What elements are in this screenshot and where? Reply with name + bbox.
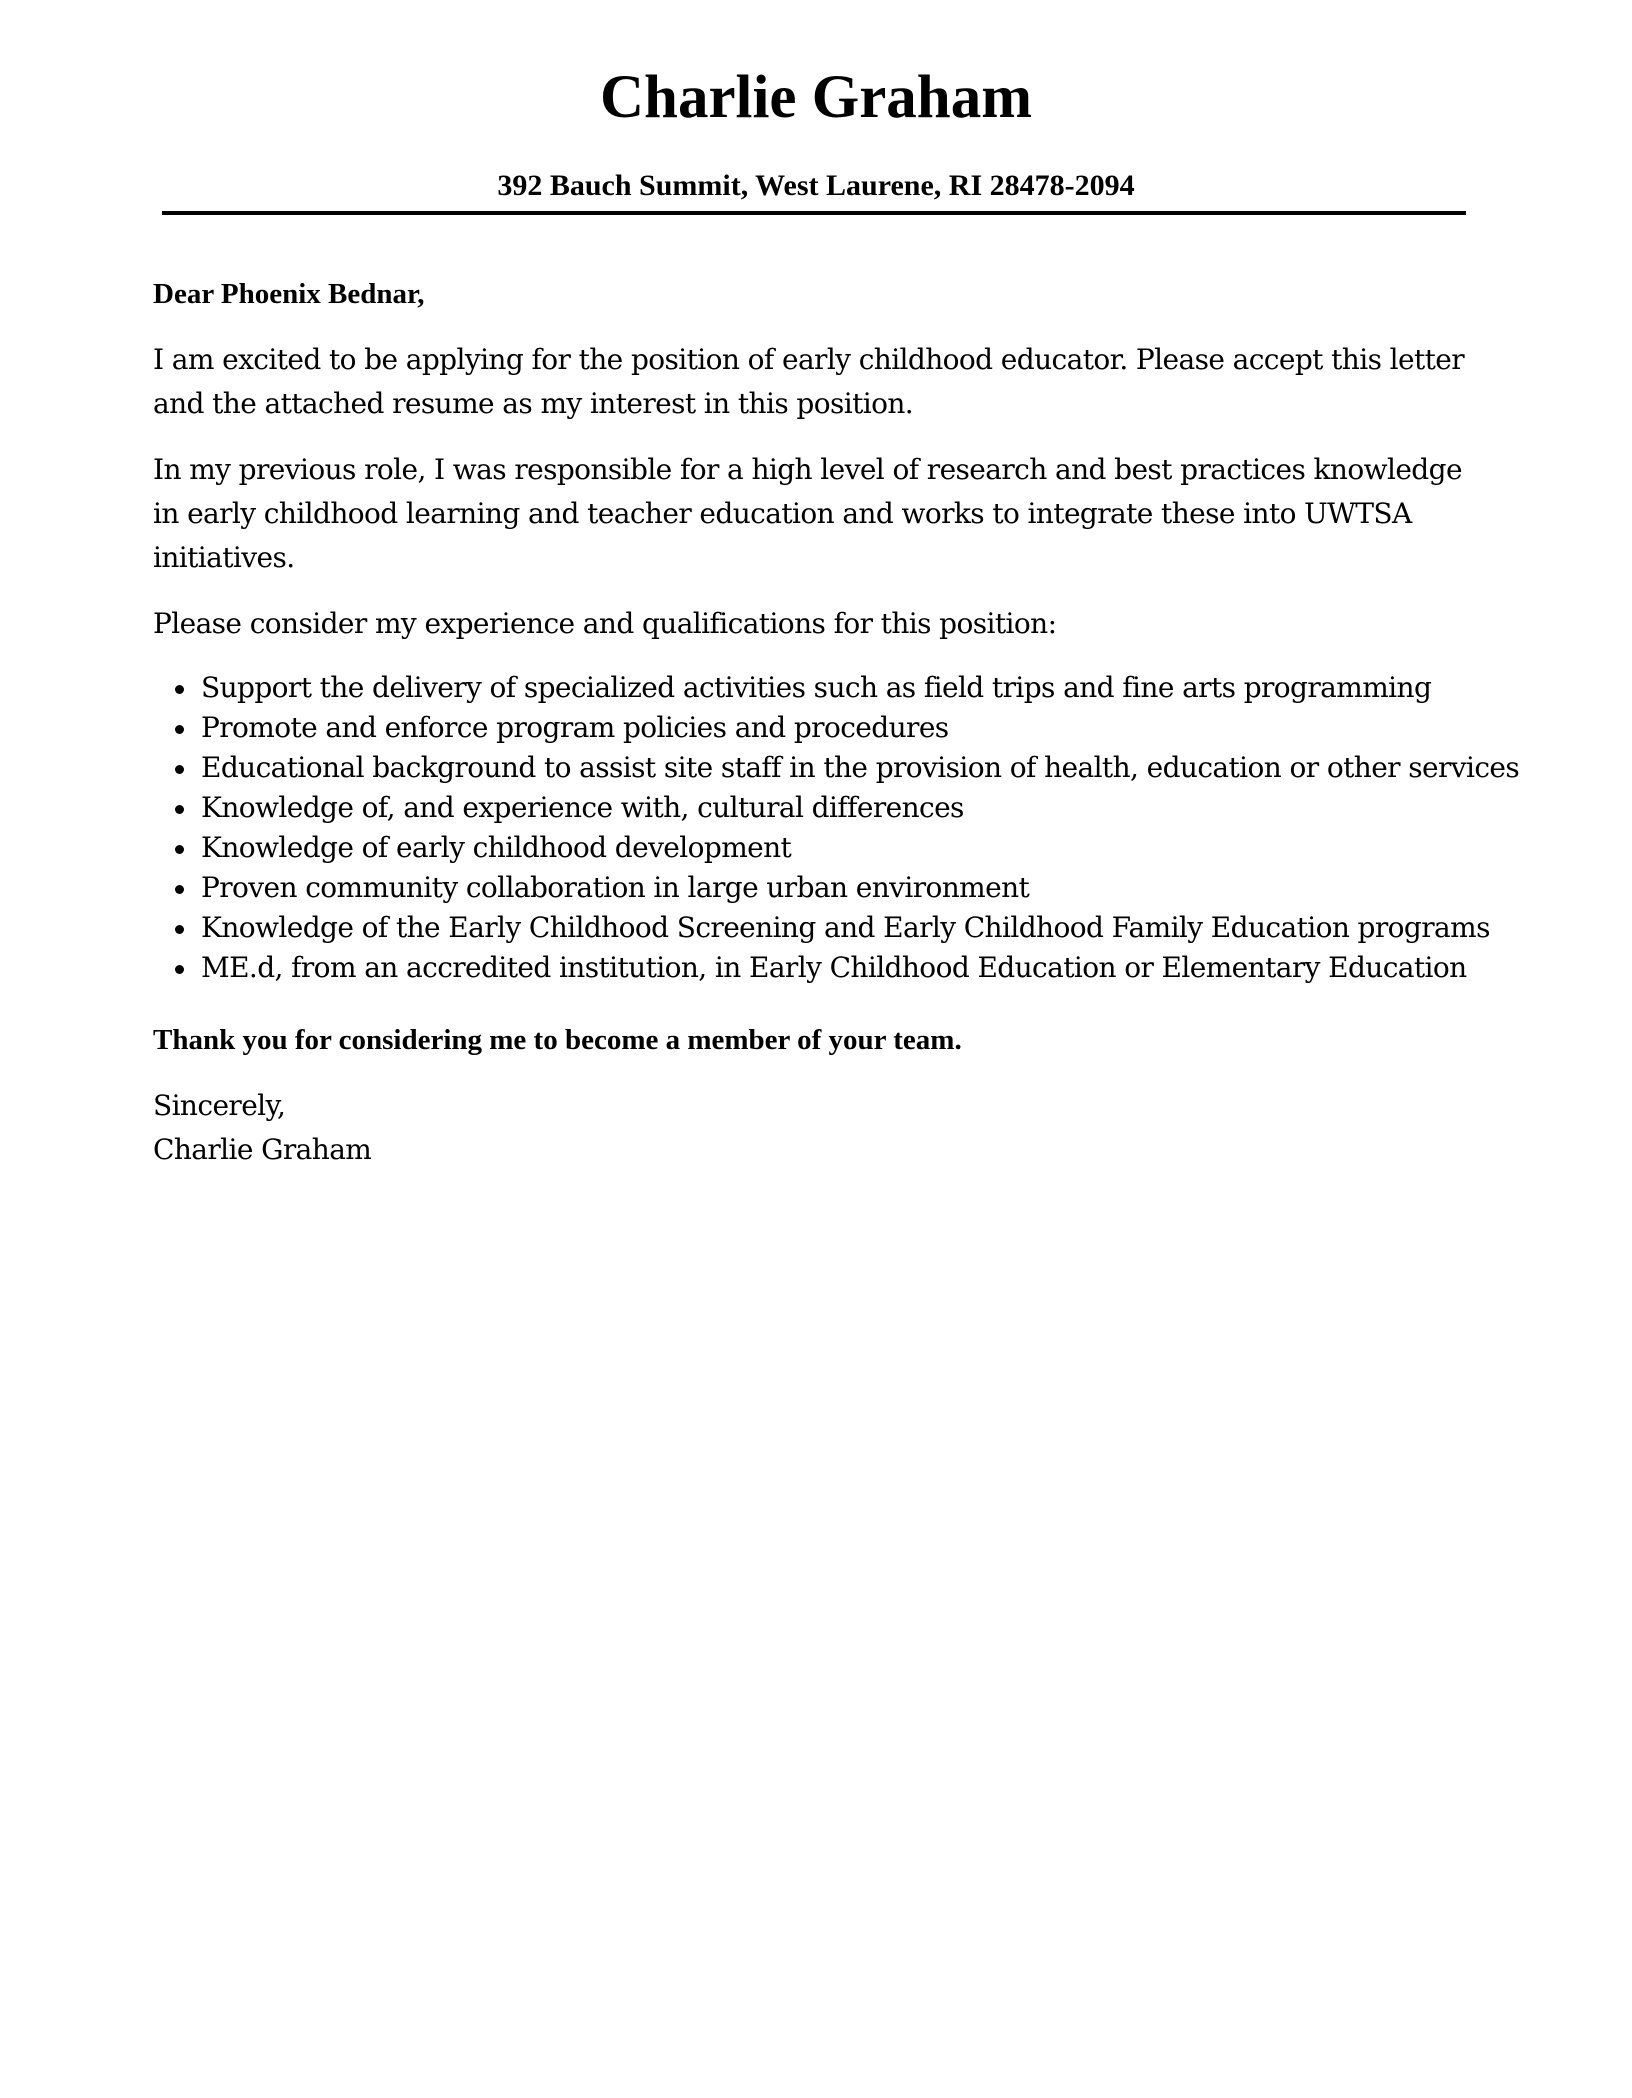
bullet-icon	[175, 845, 184, 854]
qualifications-list	[153, 668, 1520, 988]
letter-body	[153, 272, 1520, 1172]
applicant-address: 392 Bauch Summit, West Laurene, RI 28478-2094	[497, 169, 1135, 202]
list-item-text: Knowledge of early childhood development	[201, 831, 792, 864]
intro-paragraph: I am excited to be applying for the position of early childhood educator. Please accept this letter and the attached resume as my interest in this position.	[153, 343, 1465, 420]
list-item-text: ME.d, from an accredited institution, in Early Childhood Education or Elementary Education	[201, 951, 1467, 984]
list-item	[153, 708, 1493, 748]
list-item-text: Promote and enforce program policies and procedures	[201, 711, 949, 744]
signature-name: Charlie Graham	[153, 1133, 372, 1166]
bullet-icon	[175, 925, 184, 934]
experience-paragraph: In my previous role, I was responsible for a high level of research and best practices knowledge in early childhood learning and teacher education and works to integrate these into UWTSA initiatives.	[153, 453, 1462, 574]
bullet-icon	[175, 725, 184, 734]
list-item-text: Support the delivery of specialized activities such as field trips and fine arts programming	[201, 671, 1432, 704]
bullet-icon	[175, 965, 184, 974]
list-item	[153, 748, 1520, 788]
qualifications-intro: Please consider my experience and qualifications for this position:	[153, 607, 1057, 640]
list-item-text: Proven community collaboration in large urban environment	[201, 871, 1030, 904]
bullet-icon	[175, 685, 184, 694]
list-item	[153, 668, 1493, 708]
list-item-text: Knowledge of the Early Childhood Screening and Early Childhood Family Education programs	[201, 911, 1490, 944]
applicant-name: Charlie Graham	[599, 64, 1033, 131]
list-item	[153, 788, 1493, 828]
salutation: Dear Phoenix Bednar,	[153, 278, 425, 310]
list-item	[153, 908, 1493, 948]
list-item	[153, 948, 1493, 988]
closing-statement: Thank you for considering me to become a member of your team.	[153, 1024, 962, 1056]
list-item-text: Knowledge of, and experience with, cultural differences	[201, 791, 964, 824]
signoff: Sincerely,	[153, 1089, 286, 1122]
list-item	[153, 828, 1493, 868]
header-divider	[162, 211, 1466, 215]
bullet-icon	[175, 885, 184, 894]
list-item	[153, 868, 1493, 908]
list-item-text: Educational background to assist site staff in the provision of health, education or other services	[201, 751, 1520, 784]
bullet-icon	[175, 805, 184, 814]
bullet-icon	[175, 765, 184, 774]
